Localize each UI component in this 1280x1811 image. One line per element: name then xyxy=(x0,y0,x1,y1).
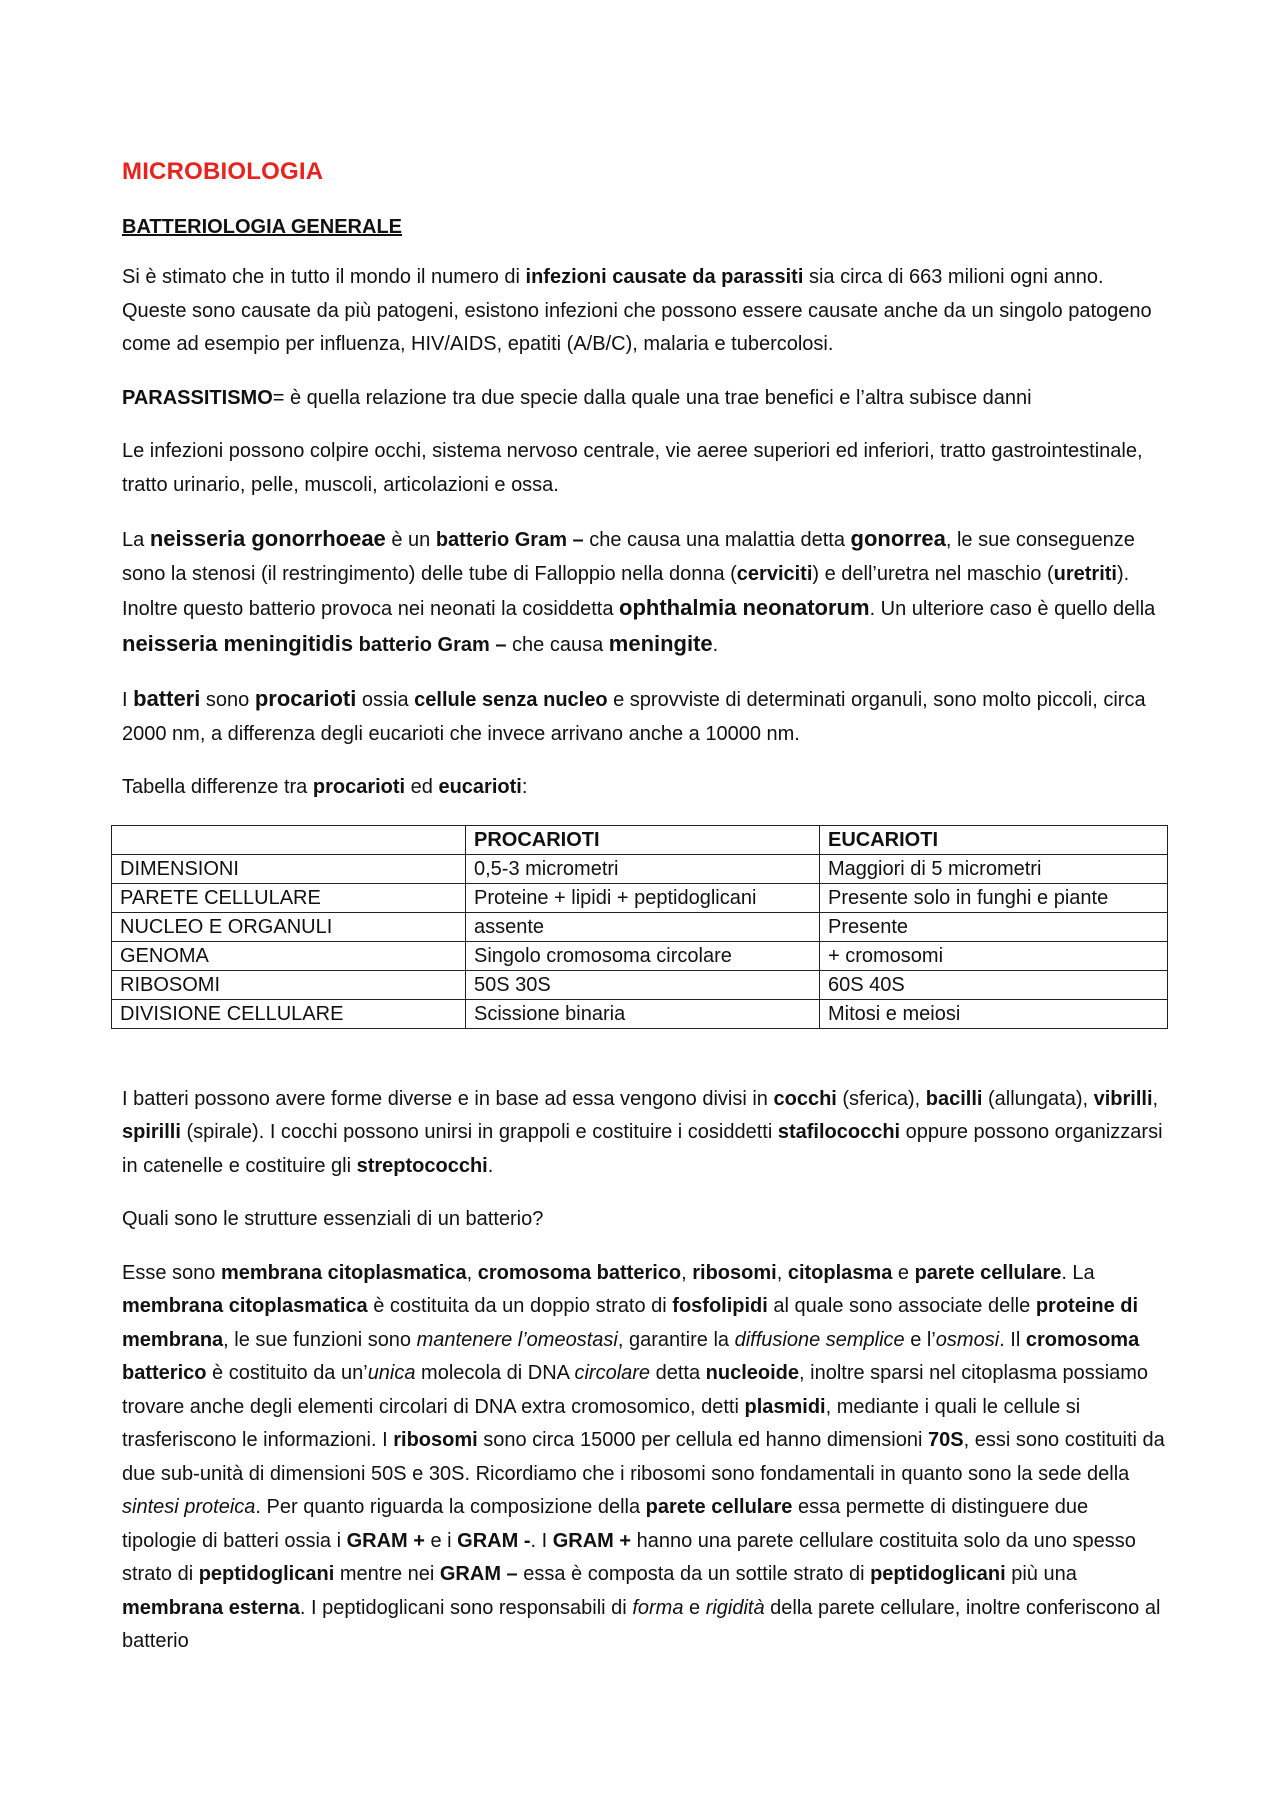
table-cell: Presente solo in funghi e piante xyxy=(820,883,1168,912)
table-row xyxy=(112,999,1168,1028)
table-cell: Presente xyxy=(820,912,1168,941)
section-heading: BATTERIOLOGIA GENERALE xyxy=(122,216,402,238)
paragraph-parassitismo: PARASSITISMO= è quella relazione tra due specie dalla quale una trae benefici e l’altra subisce danni xyxy=(122,386,1032,409)
comparison-table xyxy=(111,825,1168,1029)
table-cell: assente xyxy=(466,912,820,941)
table-cell: 0,5-3 micrometri xyxy=(466,854,820,883)
table-cell: 60S 40S xyxy=(820,970,1168,999)
table-row xyxy=(112,883,1168,912)
table-cell: + cromosomi xyxy=(820,941,1168,970)
table-header-cell: PROCARIOTI xyxy=(466,825,820,854)
table-cell: Singolo cromosoma circolare xyxy=(466,941,820,970)
table-cell: DIVISIONE CELLULARE xyxy=(112,999,466,1028)
table-cell: RIBOSOMI xyxy=(112,970,466,999)
table-header-row xyxy=(112,825,1168,854)
table-row xyxy=(112,854,1168,883)
table-cell: Proteine + lipidi + peptidoglicani xyxy=(466,883,820,912)
table-cell: PARETE CELLULARE xyxy=(112,883,466,912)
paragraph-bacteria-shapes: I batteri possono avere forme diverse e in base ad essa vengono divisi in cocchi (sferica), bacilli (allungata), vibrilli, spirilli (spirale). I cocchi possono unirsi in grappoli e costituire i cosiddetti stafilococchi oppure possono organizzarsi in catenelle e costituire gli streptococchi. xyxy=(122,1087,1163,1177)
paragraph-neisseria: La neisseria gonorrhoeae è un batterio Gram – che causa una malattia detta gonorrea, le sue conseguenze sono la stenosi (il restringimento) delle tube di Falloppio nella donna (cerviciti) e dell’uretra nel maschio (uretriti). Inoltre questo batterio provoca nei neonati la cosiddetta ophthalmia neonatorum. Un ulteriore caso è quello della neisseria meningitidis batterio Gram – che causa meningite. xyxy=(122,526,1156,656)
table-cell: 50S 30S xyxy=(466,970,820,999)
paragraph-infection-sites: Le infezioni possono colpire occhi, sistema nervoso centrale, vie aeree superiori ed inferiori, tratto gastrointestinale, tratto urinario, pelle, muscoli, articolazioni e ossa. xyxy=(122,440,1143,496)
table-cell: Maggiori di 5 micrometri xyxy=(820,854,1168,883)
table-cell: Scissione binaria xyxy=(466,999,820,1028)
table-row xyxy=(112,941,1168,970)
table-row xyxy=(112,970,1168,999)
paragraph-table-caption: Tabella differenze tra procarioti ed eucarioti: xyxy=(122,776,528,798)
paragraph-infections-intro: Si è stimato che in tutto il mondo il numero di infezioni causate da parassiti sia circa di 663 milioni ogni anno. Queste sono causate da più patogeni, esistono infezioni che possono essere causate anche da un singolo patogeno come ad esempio per influenza, HIV/AIDS, epatiti (A/B/C), malaria e tubercolosi. xyxy=(122,266,1152,355)
table-header-cell xyxy=(112,825,466,854)
table-cell: NUCLEO E ORGANULI xyxy=(112,912,466,941)
paragraph-essential-structures: Esse sono membrana citoplasmatica, cromosoma batterico, ribosomi, citoplasma e parete cellulare. La membrana citoplasmatica è costituita da un doppio strato di fosfolipidi al quale sono associate delle proteine di membrana, le sue funzioni sono mantenere l’omeostasi, garantire la diffusione semplice e l’osmosi. Il cromosoma batterico è costituito da un’unica molecola di DNA circolare detta nucleoide, inoltre sparsi nel citoplasma possiamo trovare anche degli elementi circolari di DNA extra cromosomico, detti plasmidi, mediante i quali le cellule si trasferiscono le informazioni. I ribosomi sono circa 15000 per cellula ed hanno dimensioni 70S, essi sono costituiti da due sub-unità di dimensioni 50S e 30S. Ricordiamo che i ribosomi sono fondamentali in quanto sono la sede della sintesi proteica. Per quanto riguarda la composizione della parete cellulare essa permette di distinguere due tipologie di batteri ossia i GRAM + e i GRAM -. I GRAM + hanno una parete cellulare costituita solo da uno spesso strato di peptidoglicani mentre nei GRAM – essa è composta da un sottile strato di peptidoglicani più una membrana esterna. I peptidoglicani sono responsabili di forma e rigidità della parete cellulare, inoltre conferiscono al batterio xyxy=(122,1261,1165,1652)
table-cell: Mitosi e meiosi xyxy=(820,999,1168,1028)
paragraph-batteri-procarioti: I batteri sono procarioti ossia cellule senza nucleo e sprovviste di determinati organuli, sono molto piccoli, circa 2000 nm, a differenza degli eucarioti che invece arrivano anche a 10000 nm. xyxy=(122,686,1146,745)
table-cell: DIMENSIONI xyxy=(112,854,466,883)
table-row xyxy=(112,912,1168,941)
table-header-cell: EUCARIOTI xyxy=(820,825,1168,854)
page-title: MICROBIOLOGIA xyxy=(122,158,324,185)
table-cell: GENOMA xyxy=(112,941,466,970)
paragraph-question: Quali sono le strutture essenziali di un batterio? xyxy=(122,1208,544,1230)
